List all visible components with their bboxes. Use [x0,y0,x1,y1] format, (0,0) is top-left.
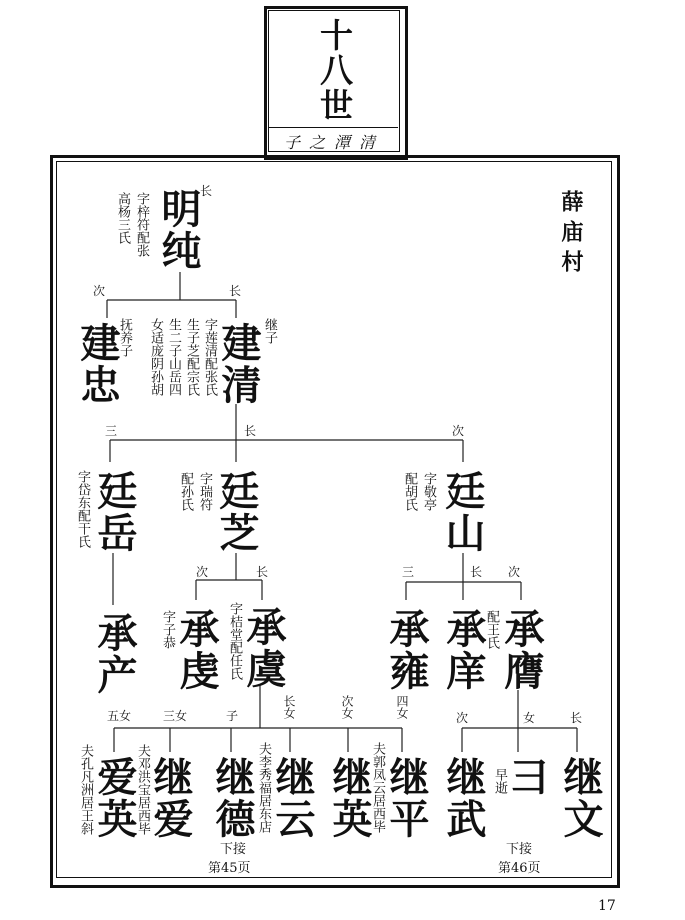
note-tingzhi-1: 字瑞符 [197,472,212,511]
note-daughter-1: 早逝 [492,768,507,794]
person-name-jiwen: 继文 [557,756,603,840]
person-name-chengyong: 承雍 [383,608,429,692]
rank-jiping: 四女 [395,695,409,719]
person-name-jiwu: 继武 [440,756,486,840]
person-name-chengxiang: 承庠 [440,608,486,692]
note-jiping-1: 夫郭凤云居西毕 [370,742,385,833]
rank-mingchun: 长 [200,184,213,198]
person-name-chengchan: 承产 [91,612,137,696]
rank-chengying: 次 [508,565,521,579]
person-name-chengying: 承膺 [498,608,544,692]
continue-page-right: 第46页 [498,861,541,876]
person-name-chengyu: 承虞 [240,606,286,690]
note-jianzhong-1: 抚养子 [117,318,132,357]
generation-title: 十八世 [315,18,354,123]
note-tingzhi-2: 配孙氏 [178,472,193,511]
note-jianqing-4: 女适庞阴孙胡 [148,318,163,396]
rank-jiwen: 长 [570,711,583,725]
rank-jiai: 三女 [163,709,188,723]
note-mingchun-2: 高杨三氏 [115,192,130,244]
person-name-jiyun: 继云 [269,756,315,840]
person-name-jianzhong: 建忠 [74,322,120,406]
rank-tingyue: 三 [105,424,118,438]
rank-chengxiang: 长 [470,565,483,579]
note-mingchun-1: 字梓符配张 [134,192,149,257]
note-tingshan-2: 配胡氏 [402,472,417,511]
note-jiyun-1: 夫李秀福居东店 [256,742,271,833]
rank-chengyong: 三 [402,565,415,579]
page-number: 17 [598,898,616,914]
continue-label-right: 下接 [506,842,533,857]
header-subtitle: 子之潭清 [283,133,384,152]
person-name-mingchun: 明纯 [155,188,201,272]
rank-chengyu: 长 [256,565,269,579]
note-chengqian-1: 字子恭 [160,610,175,649]
rank-jide: 子 [226,709,239,723]
village-name: 薛庙村 [558,190,584,280]
person-name-jiai: 继爱 [147,756,193,840]
person-name-tingyue: 廷岳 [91,470,137,554]
rank-jiwu: 次 [456,711,469,725]
note-tingyue-1: 字岱东配干氏 [75,470,90,548]
note-chengyu-1: 字桔堂配任氏 [227,602,242,680]
note-jiai-1: 夫邓洪宝居西毕 [135,744,150,835]
rank-tingzhi: 长 [244,424,257,438]
rank-jianzhong: 次 [93,284,106,298]
note-aiying-1: 夫孔凡洲居王斜 [78,744,93,835]
continue-page-left: 第45页 [208,861,251,876]
person-name-jiping: 继平 [383,756,429,840]
person-name-jiying: 继英 [326,756,372,840]
rank-jianqing: 长 [229,284,242,298]
rank-aiying: 五女 [107,709,132,723]
note-jianqing-2: 生子芝配宗氏 [184,318,199,396]
person-name-chengqian: 承虔 [173,608,219,692]
person-name-tingshan: 廷山 [439,470,485,554]
rank-jiyun: 长女 [282,695,296,719]
note-jianqing-3: 生二子山岳四 [166,318,181,396]
note-tingshan-1: 字敬亭 [421,472,436,511]
rank-jiying: 次女 [340,695,354,719]
continue-label-left: 下接 [220,842,247,857]
note-chengying-1: 配王氏 [484,610,499,649]
person-name-tingzhi: 廷芝 [213,470,259,554]
person-name-aiying: 爱英 [91,756,137,840]
rank-daughter: 女 [523,711,536,725]
note-jianqing-side: 继子 [262,318,277,344]
person-name-daughter: 彐 [503,756,549,798]
person-name-jide: 继德 [209,756,255,840]
rank-chengqian: 次 [196,565,209,579]
rank-tingshan: 次 [452,424,465,438]
person-name-jianqing: 建清 [215,322,261,406]
note-jianqing-1: 字莲清配张氏 [202,318,217,396]
